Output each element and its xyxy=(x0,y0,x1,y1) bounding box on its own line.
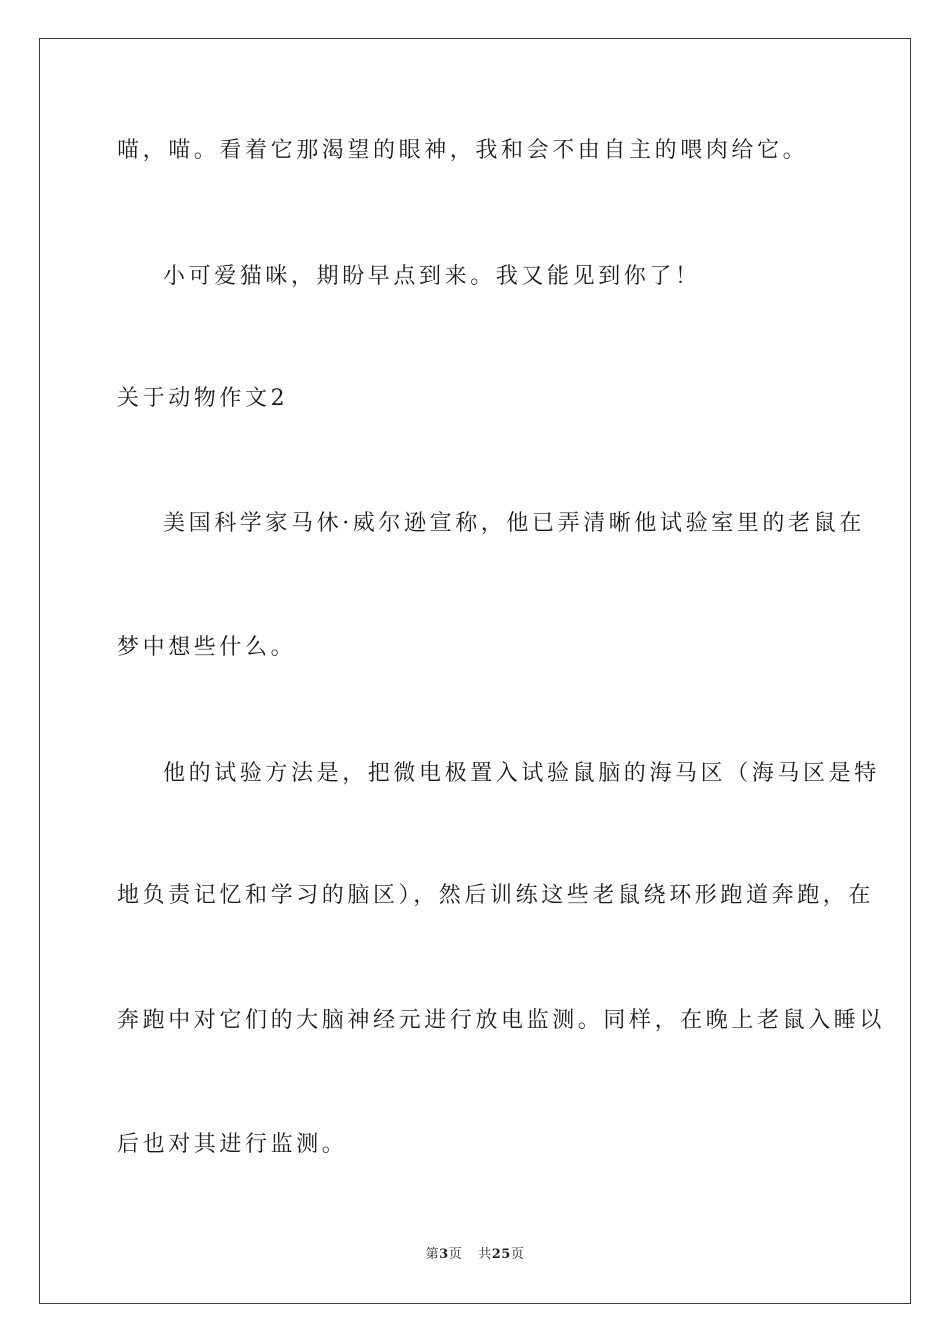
text-line-3: 美国科学家马休·威尔逊宣称，他已弄清晰他试验室里的老鼠在 xyxy=(163,511,865,536)
text-line-7: 奔跑中对它们的大脑神经元进行放电监测。同样，在晚上老鼠入睡以 xyxy=(117,1008,886,1033)
page-number: 3 xyxy=(439,1247,449,1262)
total-suffix: 页 xyxy=(510,1247,525,1262)
text-line-8: 后也对其进行监测。 xyxy=(117,1132,348,1157)
page-prefix: 第 xyxy=(425,1247,440,1262)
text-line-4: 梦中想些什么。 xyxy=(117,635,297,660)
page-border xyxy=(39,38,911,1304)
text-line-2: 小可爱猫咪，期盼早点到来。我又能见到你了！ xyxy=(163,264,701,289)
page-suffix: 页 xyxy=(448,1247,463,1262)
text-line-5: 他的试验方法是，把微电极置入试验鼠脑的海马区（海马区是特 xyxy=(163,761,880,786)
total-pages: 25 xyxy=(491,1247,511,1262)
text-line-1: 喵，喵。看着它那渴望的眼神，我和会不由自主的喂肉给它。 xyxy=(117,138,809,163)
page-footer xyxy=(0,1246,950,1264)
total-prefix: 共 xyxy=(478,1247,492,1262)
text-line-6: 地负责记忆和学习的脑区），然后训练这些老鼠绕环形跑道奔跑，在 xyxy=(117,883,875,908)
section-heading: 关于动物作文2 xyxy=(117,386,289,411)
